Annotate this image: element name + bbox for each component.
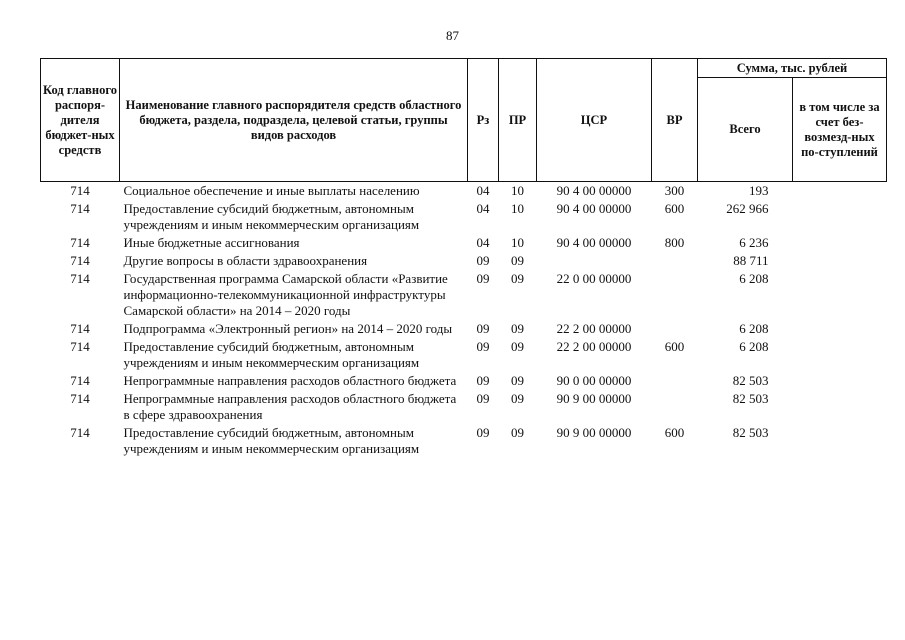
row-rz: 09 [476, 373, 490, 388]
table-row [41, 390, 887, 424]
row-total: 6 208 [739, 321, 769, 336]
row-csr: 22 0 00 00000 [556, 271, 632, 286]
row-name: Предоставление субсидий бюджетным, автономным учреждениям и иным некоммерческим организациям [123, 339, 420, 370]
row-vr: 300 [664, 183, 685, 198]
row-csr: 90 9 00 00000 [556, 391, 632, 406]
row-csr: 22 2 00 00000 [556, 321, 632, 336]
header-pr: ПР [499, 59, 537, 182]
row-rz: 04 [476, 235, 490, 250]
row-total: 6 236 [739, 235, 769, 250]
table-body [41, 182, 887, 459]
row-csr [537, 252, 652, 270]
row-code: 714 [70, 253, 90, 268]
table-row [41, 424, 887, 458]
row-total: 82 503 [732, 425, 769, 440]
row-csr: 90 9 00 00000 [556, 425, 632, 440]
row-pr: 09 [511, 271, 524, 286]
row-total: 6 208 [739, 271, 769, 286]
budget-table [40, 58, 887, 458]
row-total: 262 966 [726, 201, 769, 216]
row-pr: 09 [511, 425, 524, 440]
row-total: 82 503 [732, 391, 769, 406]
header-gratis: в том числе за счет без-возмезд-ных по-ступлений [793, 78, 887, 182]
row-pr: 10 [511, 235, 524, 250]
row-vr: 600 [664, 201, 685, 216]
row-code: 714 [70, 373, 90, 388]
row-rz: 09 [476, 425, 490, 440]
row-name: Непрограммные направления расходов областного бюджета [123, 373, 457, 388]
row-pr: 10 [511, 201, 524, 216]
table-row [41, 270, 887, 320]
row-pr: 09 [511, 321, 524, 336]
row-gratis [793, 182, 887, 201]
page-number: 87 [446, 28, 459, 43]
row-vr [652, 252, 698, 270]
row-rz: 09 [476, 253, 490, 268]
row-gratis [793, 252, 887, 270]
header-rz: Рз [468, 59, 499, 182]
row-name: Другие вопросы в области здравоохранения [123, 253, 368, 268]
table-row [41, 234, 887, 252]
header-name: Наименование главного распорядителя средств областного бюджета, раздела, подраздела, целевой статьи, группы видов расходов [120, 59, 468, 182]
row-name: Предоставление субсидий бюджетным, автономным учреждениям и иным некоммерческим организациям [123, 425, 420, 456]
row-vr: 600 [664, 339, 685, 354]
row-code: 714 [70, 183, 90, 198]
row-code: 714 [70, 321, 90, 336]
row-code: 714 [70, 235, 90, 250]
row-vr [652, 372, 698, 390]
row-vr [652, 390, 698, 424]
table-row [41, 372, 887, 390]
row-rz: 09 [476, 321, 490, 336]
row-name: Иные бюджетные ассигнования [123, 235, 300, 250]
header-csr: ЦСР [537, 59, 652, 182]
row-rz: 04 [476, 183, 490, 198]
table-row [41, 200, 887, 234]
row-gratis [793, 234, 887, 252]
header-sum: Сумма, тыс. рублей [698, 59, 887, 78]
row-name: Социальное обеспечение и иные выплаты населению [123, 183, 420, 198]
row-vr [652, 270, 698, 320]
row-total: 82 503 [732, 373, 769, 388]
row-total: 193 [749, 183, 769, 198]
header-vr: ВР [652, 59, 698, 182]
row-csr: 90 4 00 00000 [556, 201, 632, 216]
row-name: Предоставление субсидий бюджетным, автономным учреждениям и иным некоммерческим организациям [123, 201, 420, 232]
table-row [41, 252, 887, 270]
row-rz: 09 [476, 271, 490, 286]
row-pr: 10 [511, 183, 524, 198]
row-pr: 09 [511, 253, 524, 268]
row-code: 714 [70, 425, 90, 440]
row-name: Подпрограмма «Электронный регион» на 2014 – 2020 годы [123, 321, 453, 336]
row-csr: 90 4 00 00000 [556, 235, 632, 250]
row-name: Непрограммные направления расходов областного бюджета в сфере здравоохранения [123, 391, 457, 422]
row-gratis [793, 338, 887, 372]
row-code: 714 [70, 201, 90, 216]
row-vr: 800 [664, 235, 685, 250]
row-pr: 09 [511, 339, 524, 354]
row-total: 88 711 [733, 253, 769, 268]
row-gratis [793, 200, 887, 234]
row-gratis [793, 320, 887, 338]
row-csr: 22 2 00 00000 [556, 339, 632, 354]
row-csr: 90 4 00 00000 [556, 183, 632, 198]
row-pr: 09 [511, 373, 524, 388]
header-total: Всего [698, 78, 793, 182]
row-gratis [793, 270, 887, 320]
row-gratis [793, 424, 887, 458]
table-row [41, 182, 887, 201]
table-header [41, 59, 887, 182]
row-name: Государственная программа Самарской области «Развитие информационно-телекоммуникационной инфраструктуры Самарской области» на 2014 – 2020 годы [123, 271, 448, 318]
row-vr: 600 [664, 425, 685, 440]
row-rz: 04 [476, 201, 490, 216]
row-code: 714 [70, 339, 90, 354]
table-row [41, 320, 887, 338]
row-gratis [793, 372, 887, 390]
row-code: 714 [70, 391, 90, 406]
row-total: 6 208 [739, 339, 769, 354]
row-gratis [793, 390, 887, 424]
row-vr [652, 320, 698, 338]
table-row [41, 338, 887, 372]
header-code: Код главного распоря-дителя бюджет-ных средств [41, 59, 120, 182]
row-csr: 90 0 00 00000 [556, 373, 632, 388]
row-code: 714 [70, 271, 90, 286]
row-rz: 09 [476, 339, 490, 354]
row-pr: 09 [511, 391, 524, 406]
row-rz: 09 [476, 391, 490, 406]
